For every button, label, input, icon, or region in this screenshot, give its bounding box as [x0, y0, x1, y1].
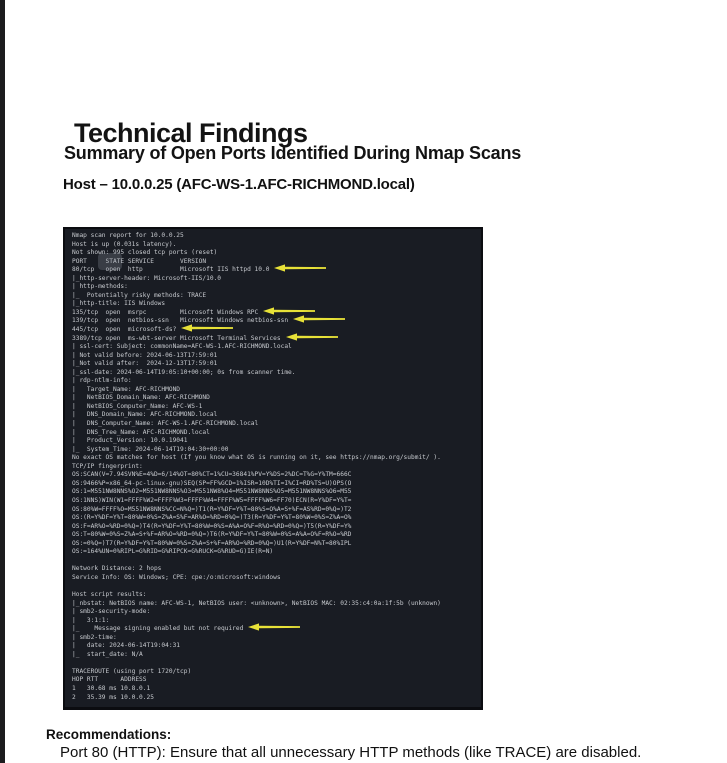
terminal-line-text: |_Not valid after: 2024-12-13T17:59:01 — [72, 360, 218, 368]
selection-highlight — [98, 253, 122, 270]
terminal-line-text: | date: 2024-06-14T19:04:31 — [72, 642, 181, 650]
terminal-line — [72, 446, 477, 455]
page-subtitle: Summary of Open Ports Identified During Nmap Scans — [64, 143, 522, 163]
annotation-arrow-icon — [263, 307, 315, 315]
terminal-line-text: | smb2-time: — [72, 633, 117, 641]
terminal-line-text: OS:=164%UN=0%RIPL=G%RID=G%RIPCK=G%RUCK=G%RUD=G)IE(R=N) — [72, 548, 274, 556]
terminal-line-text: No exact OS matches for host (If you know what OS is running on it, see https://nmap.org/submit/ ). — [72, 454, 441, 462]
terminal-line — [72, 275, 477, 284]
terminal-line — [72, 266, 477, 275]
terminal-line-text: Host script results: — [72, 590, 147, 598]
terminal-line — [72, 369, 477, 378]
terminal-line — [72, 634, 477, 643]
terminal-line — [72, 582, 477, 591]
terminal-line-text: Service Info: OS: Windows; CPE: cpe:/o:microsoft:windows — [72, 573, 281, 581]
recommendation-text: Port 80 (HTTP): Ensure that all unnecessary HTTP methods (like TRACE) are disabled. — [60, 744, 642, 761]
annotation-arrow-icon — [248, 623, 300, 631]
terminal-line — [72, 232, 477, 241]
terminal-line — [72, 352, 477, 361]
terminal-line — [72, 317, 477, 326]
terminal-line-text: | Not valid before: 2024-06-13T17:59:01 — [72, 351, 218, 359]
terminal-line-text: 1 30.68 ms 10.8.0.1 — [72, 684, 151, 692]
terminal-line-text: TCP/IP fingerprint: — [72, 462, 143, 470]
terminal-line — [72, 506, 477, 515]
terminal-line — [72, 292, 477, 301]
page-title: Technical Findings — [74, 118, 308, 148]
terminal-line — [72, 694, 477, 703]
annotation-arrow-icon — [181, 324, 233, 332]
terminal-line — [72, 420, 477, 429]
terminal-line-text: Not shown: 995 closed tcp ports (reset) — [72, 249, 218, 257]
terminal-line-text: Nmap scan report for 10.0.0.25 — [72, 232, 184, 239]
terminal-line — [72, 454, 477, 463]
annotation-arrow-icon — [286, 333, 338, 341]
terminal-line-text: |_ System_Time: 2024-06-14T19:04:30+00:00 — [72, 445, 229, 453]
terminal-line-text: 445/tcp open microsoft-ds? — [72, 326, 177, 334]
terminal-line — [72, 531, 477, 540]
host-heading: Host – 10.0.0.25 (AFC-WS-1.AFC-RICHMOND.local) — [63, 176, 415, 193]
nmap-terminal-screenshot — [63, 227, 483, 710]
terminal-line — [72, 411, 477, 420]
terminal-line-text: OS:9466%P=x86_64-pc-linux-gnu)SEQ(SP=FF%GCD=1%ISR=10D%TI=I%CI=RD%TS=U)OPS(O — [72, 479, 352, 487]
terminal-line — [72, 600, 477, 609]
annotation-arrow-icon — [293, 315, 345, 323]
terminal-line — [72, 523, 477, 532]
terminal-line-text: OS:1NNS)WIN(W1=FFFF%W2=FFFF%W3=FFFF%W4=FFFF%W5=FFFF%W6=FF70)ECN(R=Y%DF=Y%T= — [72, 496, 352, 504]
annotation-arrow-icon — [274, 264, 326, 272]
terminal-line-text: OS:80%W=FFFF%O=M551NW8NNS%CC=N%Q=)T1(R=Y%DF=Y%T=80%S=O%A=S+%F=AS%RD=0%Q=)T2 — [72, 505, 352, 513]
terminal-line — [72, 651, 477, 660]
terminal-line — [72, 360, 477, 369]
terminal-line — [72, 565, 477, 574]
terminal-line-text: Network Distance: 2 hops — [72, 565, 162, 573]
terminal-line-text: 80/tcp open http Microsoft IIS httpd 10.0 — [72, 266, 270, 274]
terminal-line — [72, 326, 477, 335]
terminal-line-text: | NetBIOS_Domain_Name: AFC-RICHMOND — [72, 394, 210, 402]
terminal-line — [72, 343, 477, 352]
terminal-line — [72, 668, 477, 677]
terminal-line — [72, 249, 477, 258]
terminal-line — [72, 377, 477, 386]
page-edge-bar — [0, 0, 5, 763]
terminal-line-text: | 3:1:1: — [72, 616, 110, 624]
terminal-line-text: |_ start_date: N/A — [72, 650, 143, 658]
terminal-line-text: | smb2-security-mode: — [72, 608, 151, 616]
terminal-line-text: | Target_Name: AFC-RICHMOND — [72, 385, 181, 393]
terminal-line-text: 3389/tcp open ms-wbt-server Microsoft Terminal Services — [72, 334, 281, 342]
terminal-line — [72, 429, 477, 438]
terminal-line-text: |_http-title: IIS Windows — [72, 300, 166, 308]
terminal-line — [72, 394, 477, 403]
terminal-line — [72, 557, 477, 566]
terminal-line — [72, 514, 477, 523]
terminal-line — [72, 659, 477, 668]
terminal-body — [72, 232, 477, 702]
terminal-line-text: | DNS_Tree_Name: AFC-RICHMOND.local — [72, 428, 210, 436]
terminal-line — [72, 625, 477, 634]
terminal-line — [72, 540, 477, 549]
terminal-line — [72, 676, 477, 685]
terminal-line-text: | rdp-ntlm-info: — [72, 377, 132, 385]
terminal-line — [72, 403, 477, 412]
terminal-line-text: 135/tcp open msrpc Microsoft Windows RPC — [72, 308, 259, 316]
terminal-line — [72, 497, 477, 506]
terminal-line — [72, 386, 477, 395]
terminal-line — [72, 283, 477, 292]
terminal-line-text: OS:F=AR%O=%RD=0%Q=)T4(R=Y%DF=Y%T=80%W=0%S=A%A=O%F=R%O=%RD=0%Q=)T5(R=Y%DF=Y% — [72, 522, 352, 530]
terminal-line — [72, 591, 477, 600]
terminal-line-text: OS:(R=Y%DF=Y%T=80%W=0%S=Z%A=S%F=AR%O=%RD=0%Q=)T3(R=Y%DF=Y%T=80%W=0%S=Z%A=O% — [72, 514, 352, 522]
terminal-line-text: | NetBIOS_Computer_Name: AFC-WS-1 — [72, 402, 203, 410]
terminal-line-text: |_ Potentially risky methods: TRACE — [72, 291, 207, 299]
terminal-line — [72, 608, 477, 617]
terminal-line — [72, 548, 477, 557]
terminal-line-text: | Product_Version: 10.0.19041 — [72, 437, 188, 445]
terminal-line-text: |_nbstat: NetBIOS name: AFC-WS-1, NetBIOS user: <unknown>, NetBIOS MAC: 02:35:c4:0a:1f:5b (unknown) — [72, 599, 441, 607]
terminal-line-text: | http-methods: — [72, 283, 128, 291]
terminal-line-text: PORT STATE SERVICE VERSION — [72, 257, 207, 265]
terminal-line — [72, 488, 477, 497]
terminal-line — [72, 335, 477, 344]
terminal-line-text: OS:SCAN(V=7.94SVN%E=4%D=6/14%OT=80%CT=1%CU=36841%PV=Y%DS=2%DC=T%G=Y%TM=666C — [72, 471, 352, 479]
terminal-line-text: 2 35.39 ms 10.0.0.25 — [72, 693, 154, 701]
terminal-line-text: OS:1=M551NW8NNS%O2=M551NW8NNS%O3=M551NW8%O4=M551NW8NNS%O5=M551NW8NNS%O6=M55 — [72, 488, 352, 496]
terminal-line — [72, 642, 477, 651]
terminal-line-text: TRACEROUTE (using port 1720/tcp) — [72, 667, 192, 675]
terminal-line-text: |_ Message signing enabled but not required — [72, 625, 244, 633]
terminal-line-text: Host is up (0.031s latency). — [72, 240, 177, 248]
recommendations-heading: Recommendations: — [46, 727, 172, 742]
terminal-line-text: |_http-server-header: Microsoft-IIS/10.0 — [72, 274, 222, 282]
terminal-line-text: |_ssl-date: 2024-06-14T19:05:10+00:00; 0s from scanner time. — [72, 368, 296, 376]
terminal-line-text: OS:T=80%W=0%S=Z%A=S+%F=AR%O=%RD=0%Q=)T6(R=Y%DF=Y%T=80%W=0%S=A%A=O%F=R%O=%RD — [72, 531, 352, 539]
terminal-line — [72, 480, 477, 489]
terminal-line — [72, 574, 477, 583]
terminal-line — [72, 241, 477, 250]
terminal-line — [72, 471, 477, 480]
terminal-line — [72, 463, 477, 472]
terminal-line — [72, 437, 477, 446]
terminal-line-text: HOP RTT ADDRESS — [72, 676, 147, 684]
terminal-line-text: 139/tcp open netbios-ssn Microsoft Windows netbios-ssn — [72, 317, 289, 325]
terminal-line — [72, 685, 477, 694]
terminal-line-text: | DNS_Computer_Name: AFC-WS-1.AFC-RICHMOND.local — [72, 420, 259, 428]
terminal-line-text: | DNS_Domain_Name: AFC-RICHMOND.local — [72, 411, 218, 419]
terminal-line-text: OS:=0%Q=)T7(R=Y%DF=Y%T=80%W=0%S=Z%A=S+%F=AR%O=%RD=0%Q=)U1(R=Y%DF=N%T=80%IPL — [72, 539, 352, 547]
terminal-line-text: | ssl-cert: Subject: commonName=AFC-WS-1.AFC-RICHMOND.local — [72, 343, 292, 351]
